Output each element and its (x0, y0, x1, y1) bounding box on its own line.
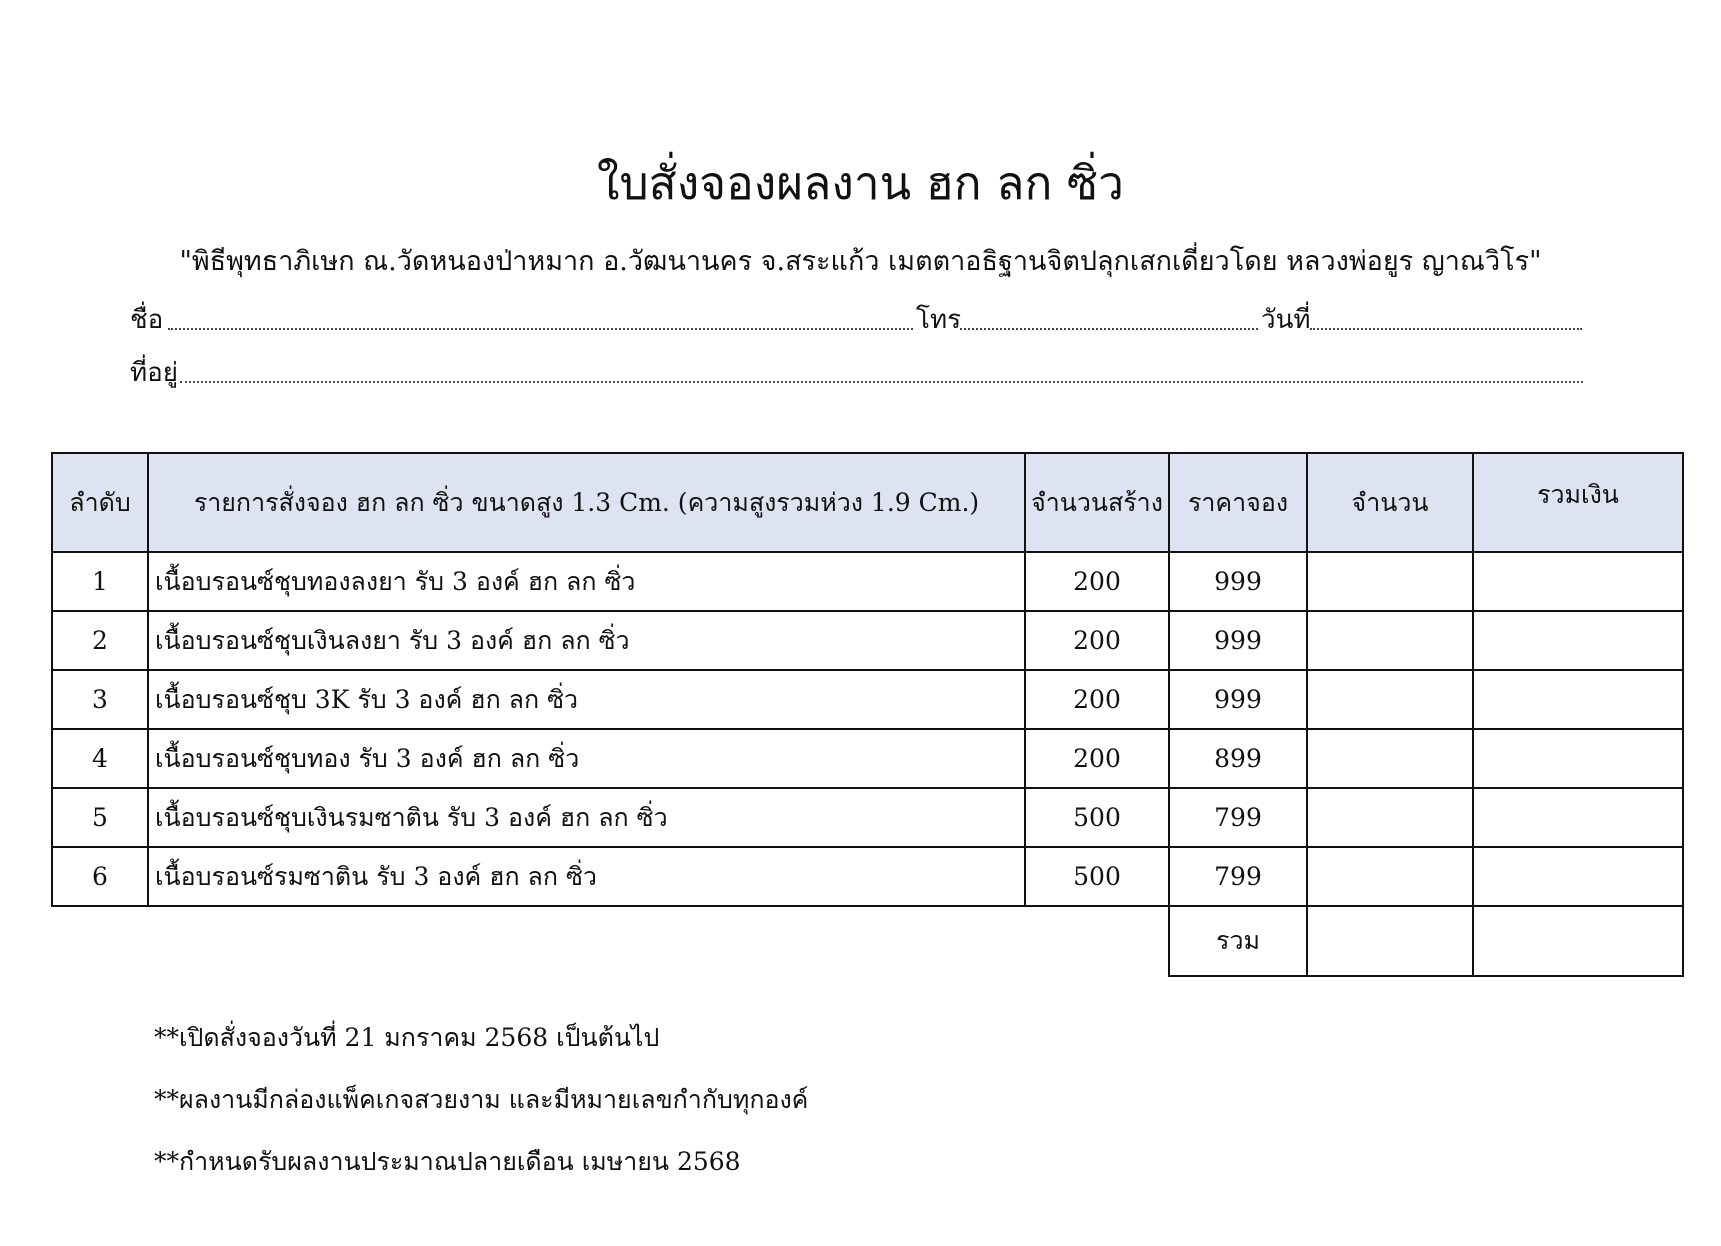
sum-row (52, 906, 1683, 976)
table-row (52, 670, 1683, 729)
row-price: 799 (1169, 788, 1307, 847)
phone-field[interactable] (960, 328, 1258, 330)
row-amount-cell[interactable] (1307, 670, 1473, 729)
row-no: 4 (52, 729, 148, 788)
row-price: 799 (1169, 847, 1307, 906)
row-no: 6 (52, 847, 148, 906)
row-amount-cell[interactable] (1307, 611, 1473, 670)
name-field[interactable] (168, 328, 913, 330)
row-item: เนื้อบรอนซ์ชุบเงินลงยา รับ 3 องค์ ฮก ลก ซิ่ว (148, 611, 1025, 670)
header-total-label: รวมเงิน (1537, 479, 1619, 509)
row-total-cell[interactable] (1473, 611, 1683, 670)
sum-label: รวม (1169, 906, 1307, 976)
table-row (52, 611, 1683, 670)
header-item: รายการสั่งจอง ฮก ลก ซิ่ว ขนาดสูง 1.3 Cm. (ความสูงรวมห่วง 1.9 Cm.) (148, 453, 1025, 552)
table-row (52, 847, 1683, 906)
note-order-open: **เปิดสั่งจองวันที่ 21 มกราคม 2568 เป็นต้นไป (154, 1023, 660, 1052)
row-item: เนื้อบรอนซ์ชุบเงินรมซาติน รับ 3 องค์ ฮก ลก ซิ่ว (148, 788, 1025, 847)
ceremony-subtitle: "พิธีพุทธาภิเษก ณ.วัดหนองป่าหมาก อ.วัฒนานคร จ.สระแก้ว เมตตาอธิฐานจิตปลุกเสกเดี่ยวโดย หลวงพ่อยูร ญาณวิโร" (179, 246, 1542, 277)
row-total-cell[interactable] (1473, 847, 1683, 906)
sum-amount-cell[interactable] (1307, 906, 1473, 976)
row-price: 999 (1169, 552, 1307, 611)
row-no: 5 (52, 788, 148, 847)
row-amount-cell[interactable] (1307, 788, 1473, 847)
address-label: ที่อยู่ (130, 358, 178, 388)
row-amount-cell[interactable] (1307, 847, 1473, 906)
note-delivery: **กำหนดรับผลงานประมาณปลายเดือน เมษายน 2568 (154, 1147, 741, 1176)
row-amount-cell[interactable] (1307, 552, 1473, 611)
row-price: 999 (1169, 611, 1307, 670)
header-no: ลำดับ (52, 453, 148, 552)
sum-total-cell[interactable] (1473, 906, 1683, 976)
page-title: ใบสั่งจองผลงาน ฮก ลก ซิ่ว (596, 156, 1124, 210)
address-field[interactable] (180, 381, 1583, 383)
row-total-cell[interactable] (1473, 552, 1683, 611)
phone-label: โทร (916, 305, 962, 335)
row-total-cell[interactable] (1473, 788, 1683, 847)
row-quantity: 200 (1025, 670, 1169, 729)
row-total-cell[interactable] (1473, 729, 1683, 788)
order-table (51, 452, 1684, 977)
row-quantity: 200 (1025, 729, 1169, 788)
table-header-row (52, 453, 1683, 552)
row-item: เนื้อบรอนซ์รมซาติน รับ 3 องค์ ฮก ลก ซิ่ว (148, 847, 1025, 906)
table-row (52, 552, 1683, 611)
header-amount: จำนวน (1307, 453, 1473, 552)
note-packaging: **ผลงานมีกล่องแพ็คเกจสวยงาม และมีหมายเลขกำกับทุกองค์ (154, 1085, 809, 1114)
row-no: 2 (52, 611, 148, 670)
row-quantity: 200 (1025, 552, 1169, 611)
row-amount-cell[interactable] (1307, 729, 1473, 788)
header-total (1473, 453, 1683, 552)
row-item: เนื้อบรอนซ์ชุบ 3K รับ 3 องค์ ฮก ลก ซิ่ว (148, 670, 1025, 729)
row-quantity: 500 (1025, 847, 1169, 906)
table-row (52, 729, 1683, 788)
row-total-cell[interactable] (1473, 670, 1683, 729)
row-item: เนื้อบรอนซ์ชุบทอง รับ 3 องค์ ฮก ลก ซิ่ว (148, 729, 1025, 788)
date-field[interactable] (1310, 328, 1582, 330)
row-no: 3 (52, 670, 148, 729)
header-price: ราคาจอง (1169, 453, 1307, 552)
row-price: 899 (1169, 729, 1307, 788)
header-quantity: จำนวนสร้าง (1025, 453, 1169, 552)
date-label: วันที่ (1261, 305, 1311, 335)
name-label: ชื่อ (130, 305, 164, 335)
row-no: 1 (52, 552, 148, 611)
row-price: 999 (1169, 670, 1307, 729)
table-row (52, 788, 1683, 847)
sum-spacer (52, 906, 1169, 976)
row-quantity: 500 (1025, 788, 1169, 847)
row-item: เนื้อบรอนซ์ชุบทองลงยา รับ 3 องค์ ฮก ลก ซิ่ว (148, 552, 1025, 611)
row-quantity: 200 (1025, 611, 1169, 670)
